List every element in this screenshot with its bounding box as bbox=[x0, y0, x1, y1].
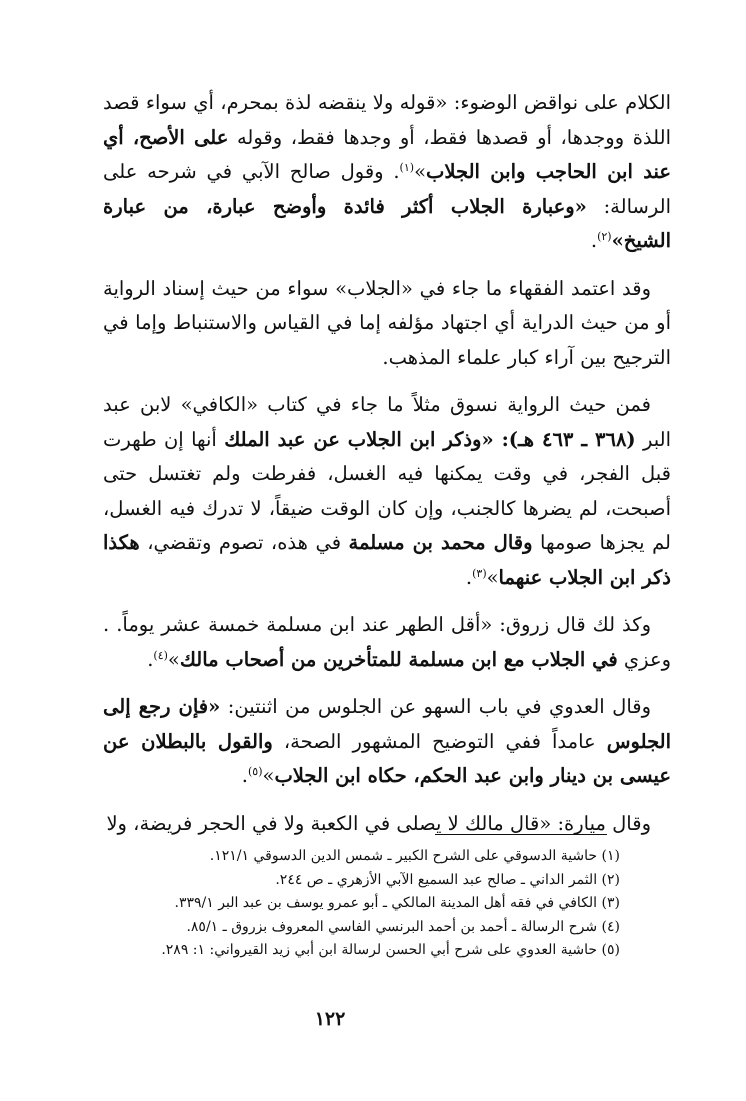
main-text bbox=[103, 86, 671, 854]
paragraph-2 bbox=[103, 272, 671, 376]
bold-run: «فإن رجع إلى الجلوس bbox=[103, 695, 672, 753]
text-run: أنها إن طهرت قبل الفجر، في وقت يمكنها فيه الغسل، ففرطت ولم تغتسل حتى أصبحت، لم يضرها كالجنب، وإن كان الوقت ضيقاً، لا تدرك فيه الغسل، لم يجزها صومها bbox=[103, 427, 671, 554]
footnote-4: (٤) شرح الرسالة ـ أحمد بن أحمد البرنسي الفاسي المعروف بزروق ـ ٨٥/١. bbox=[186, 918, 620, 935]
paragraph-4 bbox=[103, 608, 671, 677]
text-run: وكذ لك قال زروق: «أقل الطهر عند ابن مسلمة خمسة عشر يوماً. . وعزي bbox=[103, 613, 671, 671]
bold-run: ابن الجلاب عن عبد الملك bbox=[224, 427, 436, 451]
bold-run: على الأصح، أي عند ابن الحاجب وابن الجلاب bbox=[103, 125, 671, 183]
text-run: وقد اعتمد الفقهاء ما جاء في «الجلاب» سواء من حيث إسناد الرواية أو من حيث الدراية أي اجتهاد مؤلفه إما في القياس والاستنباط وإما في الترجيح بين آراء كبار علماء المذهب. bbox=[103, 276, 671, 369]
footnotes bbox=[150, 845, 620, 963]
text-run: الكلام على نواقض الوضوء: «قوله ولا ينقضه لذة بمحرم، أي سواء قصد اللذة ووجدها، أو قصدها فقط، أو وجدها فقط، وقوله bbox=[103, 91, 671, 149]
bold-run: والقول بالبطلان عن عيسى بن دينار وابن عبد الحكم، حكاه ابن الجلاب bbox=[103, 729, 671, 787]
text-run: . bbox=[590, 229, 598, 252]
footnote-5: (٥) حاشية العدوي على شرح أبي الحسن لرسالة ابن أبي زيد القيرواني: ١: ٢٨٩. bbox=[161, 942, 620, 958]
bold-run: «وعبارة الجلاب أكثر فائدة وأوضح عبارة bbox=[212, 194, 587, 218]
text-run: . وقول صالح الآبي في شرحه على الرسالة: bbox=[103, 160, 671, 218]
footnote-ref[interactable]: (٣) bbox=[472, 566, 487, 580]
footnote-ref[interactable]: (١) bbox=[399, 161, 415, 174]
text-run: » bbox=[486, 565, 499, 589]
footnote-ref[interactable]: (٢) bbox=[597, 230, 612, 243]
footnote-ref[interactable]: (٤) bbox=[153, 648, 168, 662]
footnote-3: (٣) الكافي في فقه أهل المدينة المالكي ـ أبو عمرو يوسف بن عبد البر ٣٣٩/١. bbox=[174, 895, 620, 911]
page-number: ١٢٢ bbox=[314, 1008, 346, 1030]
paragraph-5 bbox=[103, 690, 671, 794]
text-run: » bbox=[414, 160, 426, 183]
bold-run: في الجلاب مع ابن مسلمة للمتأخرين من أصحاب مالك bbox=[179, 647, 618, 671]
paragraph-1 bbox=[103, 86, 671, 259]
paragraph-6 bbox=[103, 807, 671, 842]
footnote-ref[interactable]: (٥) bbox=[247, 765, 263, 778]
text-run: فمن حيث الرواية نسوق مثلاً ما جاء في كتاب «الكافي» لابن عبد البر bbox=[103, 393, 672, 451]
bold-run: ، من عبارة الشيخ» bbox=[103, 194, 671, 252]
text-run: وقال ميارة: «قال مالك لا يصلى في الكعبة ولا في الحجر فريضة، ولا bbox=[106, 811, 651, 835]
bold-run: هكذا ذكر ابن الجلاب عنهما bbox=[103, 531, 671, 589]
footnote-separator bbox=[435, 834, 607, 835]
footnote-2: (٢) الثمر الداني ـ صالح عبد السميع الآبي الأزهري ـ ص ٢٤٤. bbox=[275, 871, 620, 888]
text-run: . bbox=[465, 565, 473, 589]
text-run: في هذه، تصوم وتقضي، bbox=[139, 531, 349, 554]
bold-run: وقال محمد بن مسلمة bbox=[348, 531, 533, 554]
text-run: عامداً ففي التوضيح المشهور الصحة، bbox=[272, 729, 607, 753]
bold-run: : «وذكر bbox=[435, 427, 509, 451]
footnote-1: (١) حاشية الدسوقي على الشرح الكبير ـ شمس الدين الدسوقي ١٢١/١. bbox=[209, 848, 620, 864]
text-run: وقال العدوي في باب السهو عن الجلوس من اثنتين: bbox=[220, 695, 651, 718]
text-run: » bbox=[167, 647, 180, 671]
bold-run: (٣٦٨ ـ ٤٦٣ هـ) bbox=[508, 427, 636, 451]
text-run: » bbox=[262, 764, 275, 787]
text-run: . bbox=[241, 764, 248, 787]
paragraph-3 bbox=[103, 388, 671, 595]
text-run: . bbox=[147, 647, 154, 671]
